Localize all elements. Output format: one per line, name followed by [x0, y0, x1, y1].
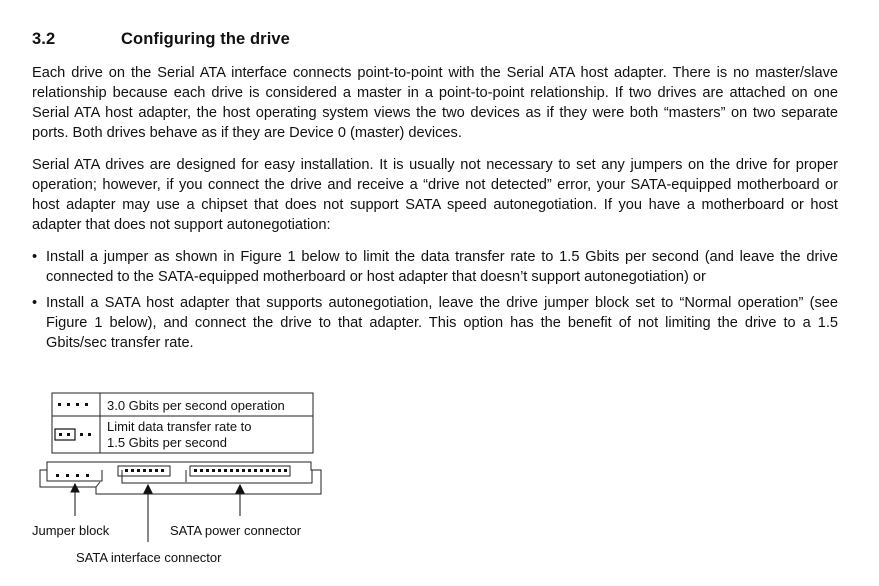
legend-label-limit-line2: 1.5 Gbits per second — [107, 435, 227, 450]
interface-connector-contacts — [125, 469, 164, 472]
drive-connector-drawing — [40, 462, 321, 494]
jumpered-pins-icon — [55, 429, 91, 440]
interface-connector-shell — [118, 466, 170, 476]
paragraph-installation: Serial ATA drives are designed for easy installation. It is usually not necessary to set any jumpers on the drive for proper operation; however, if you connect the drive and receive a “drive not detected” error, your SATA-equipped motherboard or host adapter may use a chipset that does not support SATA speed autonegotiation. If you have a motherboard or host adapter that does not support autonegotiation: — [32, 157, 838, 233]
jumper-block-pins — [56, 474, 89, 477]
document-page — [32, 30, 838, 359]
bullet-item-install-jumper — [32, 247, 838, 287]
jumper-block-housing — [47, 470, 102, 481]
interface-connector-arrow-head — [144, 485, 152, 493]
legend-label-3gbps: 3.0 Gbits per second operation — [107, 398, 285, 413]
bullet-marker: • — [32, 249, 38, 265]
section-title: Configuring the drive — [121, 30, 290, 48]
connector-inner-outline — [122, 470, 312, 483]
housing-edge-detail — [96, 482, 100, 487]
bullet-item-install-host-adapter — [32, 293, 838, 353]
bullet-list — [32, 247, 838, 353]
interface-connector-label: SATA interface connector — [76, 550, 222, 565]
callout-arrows — [71, 484, 244, 542]
power-connector-arrow-head — [236, 485, 244, 493]
power-connector-shell — [190, 466, 290, 476]
section-heading — [32, 30, 838, 49]
open-pins-icon — [58, 403, 88, 406]
power-connector-contacts — [194, 469, 287, 472]
jumper-block-arrow-head — [71, 484, 79, 492]
section-number: 3.2 — [32, 30, 56, 48]
bullet-marker: • — [32, 295, 38, 311]
power-connector-label: SATA power connector — [170, 523, 302, 538]
jumper-legend-table — [52, 393, 313, 453]
bullet-text: Install a SATA host adapter that supports autonegotiation, leave the drive jumper block set to “Normal operation” (see Figure 1 below), and connect the drive to that adapter. This option has the benefit of not limiting the drive to a 1.5 Gbits/sec transfer rate. — [46, 295, 838, 351]
legend-label-limit-line1: Limit data transfer rate to — [107, 419, 252, 434]
drive-edge-outline — [40, 462, 321, 494]
bullet-text: Install a jumper as shown in Figure 1 below to limit the data transfer rate to 1.5 Gbits per second (and leave the drive connected to the SATA-equipped motherboard or host adapter that doesn’t support autonegotiation) or — [46, 249, 838, 285]
paragraph-point-to-point: Each drive on the Serial ATA interface connects point-to-point with the Serial ATA host adapter. There is no master/slave relationship because each drive is considered a master in a point-to-point relationship. If two drives are attached on one Serial ATA host adapter, the host operating system views the two devices as if they were both “masters” on two separate ports. Both drives behave as if they are Device 0 (master) devices. — [32, 65, 838, 141]
jumper-block-label: Jumper block — [32, 523, 110, 538]
legend-border — [52, 393, 313, 453]
